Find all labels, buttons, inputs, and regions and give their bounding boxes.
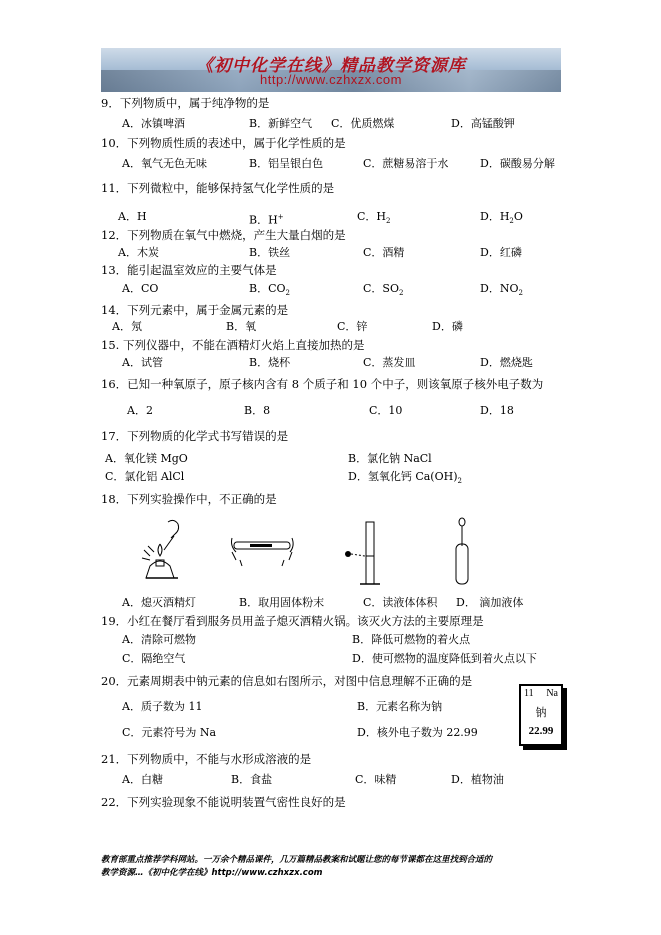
q11-option-a: A．H bbox=[118, 210, 147, 223]
question-12-stem: 12．下列物质在氧气中燃烧，产生大量白烟的是 bbox=[101, 228, 346, 242]
q19-option-d: D．使可燃物的温度降低到着火点以下 bbox=[352, 652, 537, 665]
q10-option-a: A．氧气无色无味 bbox=[122, 157, 207, 170]
q21-option-c: C．味精 bbox=[355, 773, 397, 786]
q13-option-a: A．CO bbox=[122, 282, 159, 295]
q17-option-c: C．氯化铝 AlCl bbox=[105, 470, 185, 483]
q10-option-c: C．蔗糖易溶于水 bbox=[363, 157, 449, 170]
q13-option-b: B．$CO_2$ bbox=[249, 282, 290, 298]
question-22-stem: 22．下列实验现象不能说明装置气密性良好的是 bbox=[101, 795, 346, 809]
q9-option-b: B．新鲜空气 bbox=[249, 117, 313, 130]
q12-option-c: C．酒精 bbox=[363, 246, 405, 259]
q16-option-c: C．10 bbox=[369, 404, 403, 417]
question-11-stem: 11．下列微粒中，能够保持氢气化学性质的是 bbox=[101, 181, 335, 195]
q19-option-a: A．清除可燃物 bbox=[122, 633, 196, 646]
footer-line-2: 教学资源…《初中化学在线》http://www.czhxzx.com bbox=[101, 868, 323, 878]
q9-option-d: D．高锰酸钾 bbox=[451, 117, 515, 130]
question-20-stem: 20．元素周期表中钠元素的信息如右图所示，对图中信息理解不正确的是 bbox=[101, 674, 473, 688]
q12-option-d: D．红磷 bbox=[480, 246, 522, 259]
question-17-stem: 17．下列物质的化学式书写错误的是 bbox=[101, 429, 289, 443]
q19-option-c: C．隔绝空气 bbox=[122, 652, 186, 665]
figure-drop-liquid bbox=[450, 516, 478, 588]
q14-option-c: C．锌 bbox=[337, 320, 368, 333]
q15-option-a: A．试管 bbox=[122, 356, 163, 369]
question-15-stem: 15. 下列仪器中，不能在酒精灯火焰上直接加热的是 bbox=[101, 338, 365, 352]
question-19-stem: 19．小红在餐厅看到服务员用盖子熄灭酒精火锅。该灭火方法的主要原理是 bbox=[101, 614, 484, 628]
atomic-mass: 22.99 bbox=[528, 725, 554, 737]
q13-option-c: C．$SO_2$ bbox=[363, 282, 404, 298]
question-14-stem: 14．下列元素中，属于金属元素的是 bbox=[101, 303, 289, 317]
q15-option-b: B．烧杯 bbox=[249, 356, 291, 369]
atomic-number: 11 bbox=[524, 688, 534, 699]
q21-option-d: D．植物油 bbox=[451, 773, 504, 786]
q20-option-d: D．核外电子数为 22.99 bbox=[357, 726, 478, 739]
q18-option-b: B．取用固体粉末 bbox=[239, 596, 325, 609]
q9-option-a: A．冰镇啤酒 bbox=[122, 117, 185, 130]
q16-option-d: D．18 bbox=[480, 404, 514, 417]
q17-option-b: B．氯化钠 NaCl bbox=[348, 452, 432, 465]
question-10-stem: 10．下列物质性质的表述中，属于化学性质的是 bbox=[101, 136, 346, 150]
footer-line-1: 教育部重点推荐学科网站。一万余个精品课件，几万篇精品教案和试题让您的每节课都在这里找到合适的 bbox=[101, 855, 493, 865]
q10-option-d: D．碳酸易分解 bbox=[480, 157, 555, 170]
q19-option-b: B．降低可燃物的着火点 bbox=[352, 633, 471, 646]
question-16-stem: 16．已知一种氧原子，原子核内含有 8 个质子和 10 个中子，则该氧原子核外电子数为 bbox=[101, 377, 544, 391]
q18-option-d: D． 滴加液体 bbox=[456, 596, 524, 609]
q21-option-b: B．食盐 bbox=[231, 773, 273, 786]
figure-read-volume bbox=[340, 516, 388, 590]
sodium-element-card bbox=[519, 684, 563, 746]
q12-option-b: B．铁丝 bbox=[249, 246, 291, 259]
q20-option-c: C．元素符号为 Na bbox=[122, 726, 217, 739]
q14-option-b: B．氧 bbox=[226, 320, 257, 333]
q15-option-d: D．燃烧匙 bbox=[480, 356, 533, 369]
q17-option-d: D．氢氧化钙 $Ca(OH)_2$ bbox=[348, 470, 462, 486]
element-symbol: Na bbox=[546, 688, 558, 699]
q18-option-a: A．熄灭酒精灯 bbox=[122, 596, 196, 609]
question-9-stem: 9．下列物质中，属于纯净物的是 bbox=[101, 96, 270, 110]
q16-option-b: B．8 bbox=[244, 404, 271, 417]
q13-option-d: D．$NO_2$ bbox=[480, 282, 523, 298]
q11-option-b: B．H+ bbox=[249, 213, 284, 227]
q14-option-a: A．氖 bbox=[112, 320, 142, 333]
figure-extinguish-lamp bbox=[138, 516, 196, 586]
question-21-stem: 21．下列物质中，不能与水形成溶液的是 bbox=[101, 752, 312, 766]
q14-option-d: D．磷 bbox=[432, 320, 463, 333]
q11-option-c: C．$H_2$ bbox=[357, 210, 391, 226]
figure-solid-powder bbox=[228, 516, 298, 576]
question-13-stem: 13．能引起温室效应的主要气体是 bbox=[101, 263, 277, 277]
question-18-stem: 18．下列实验操作中，不正确的是 bbox=[101, 492, 277, 506]
q11-option-d: D．$H_2O$ bbox=[480, 210, 523, 226]
q20-option-b: B．元素名称为钠 bbox=[357, 700, 443, 713]
q20-option-a: A．质子数为 11 bbox=[122, 700, 203, 713]
header-banner bbox=[101, 48, 561, 92]
q17-option-a: A．氧化镁 MgO bbox=[105, 452, 188, 465]
banner-title: 《初中化学在线》精品教学资源库 bbox=[196, 56, 466, 76]
element-name: 钠 bbox=[535, 707, 547, 719]
q10-option-b: B．铝呈银白色 bbox=[249, 157, 324, 170]
q18-option-c: C．读液体体积 bbox=[363, 596, 438, 609]
q12-option-a: A．木炭 bbox=[118, 246, 159, 259]
banner-url[interactable]: http://www.czhxzx.com bbox=[260, 72, 402, 87]
q9-option-c: C．优质燃煤 bbox=[331, 117, 395, 130]
q15-option-c: C．蒸发皿 bbox=[363, 356, 416, 369]
q16-option-a: A．2 bbox=[127, 404, 153, 417]
q21-option-a: A．白糖 bbox=[122, 773, 163, 786]
